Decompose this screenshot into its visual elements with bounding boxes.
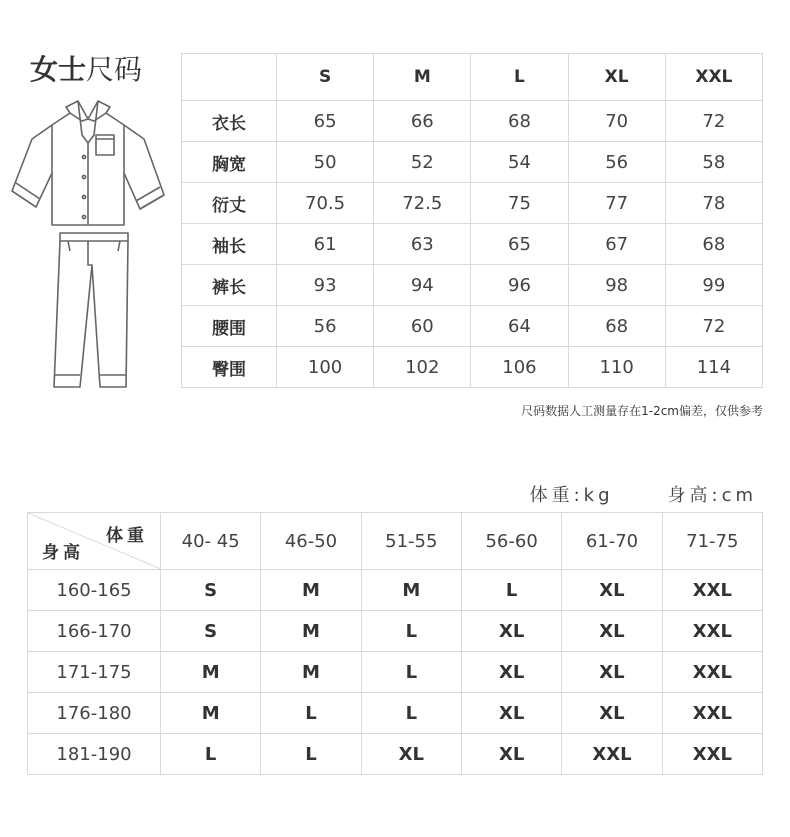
table-cell: 72	[665, 306, 762, 347]
size-cell: XL	[461, 611, 561, 652]
table-cell: 110	[568, 347, 665, 388]
table-row	[28, 570, 763, 611]
table-cell: 65	[277, 101, 374, 142]
table-row	[28, 693, 763, 734]
table-cell: 68	[665, 224, 762, 265]
size-cell: XXL	[662, 611, 762, 652]
title-bold: 女士	[30, 53, 87, 86]
row-label: 胸宽	[182, 142, 277, 183]
table-cell: 93	[277, 265, 374, 306]
corner-weight-label: 体重	[106, 526, 148, 546]
table-row	[182, 142, 763, 183]
header-blank-cell	[182, 54, 277, 101]
size-header-cell: XXL	[665, 54, 762, 101]
size-header-cell: L	[471, 54, 568, 101]
height-range-cell: 160-165	[28, 570, 161, 611]
pajama-illustration	[8, 95, 173, 395]
table-cell: 56	[277, 306, 374, 347]
size-cell: XL	[562, 611, 662, 652]
table-row	[182, 347, 763, 388]
size-cell: XL	[461, 693, 561, 734]
table-cell: 61	[277, 224, 374, 265]
size-header-cell: M	[374, 54, 471, 101]
size-cell: XL	[562, 652, 662, 693]
size-header-cell: XL	[568, 54, 665, 101]
size-cell: XL	[461, 734, 561, 775]
table-cell: 66	[374, 101, 471, 142]
height-range-cell: 176-180	[28, 693, 161, 734]
table-cell: 77	[568, 183, 665, 224]
height-range-cell: 171-175	[28, 652, 161, 693]
table-cell: 68	[568, 306, 665, 347]
pajama-shirt-icon	[12, 101, 164, 225]
pajama-pants-icon	[54, 233, 128, 387]
size-cell: L	[261, 734, 361, 775]
size-cell: XL	[562, 693, 662, 734]
size-cell: M	[161, 652, 261, 693]
table-cell: 72	[665, 101, 762, 142]
size-cell: M	[361, 570, 461, 611]
table-row	[28, 611, 763, 652]
row-label: 腰围	[182, 306, 277, 347]
units-legend	[530, 481, 757, 507]
table-row	[182, 306, 763, 347]
table-cell: 70	[568, 101, 665, 142]
table-cell: 78	[665, 183, 762, 224]
weight-range-cell: 61-70	[562, 513, 662, 570]
table-row	[28, 734, 763, 775]
table-cell: 106	[471, 347, 568, 388]
table-cell: 58	[665, 142, 762, 183]
size-cell: M	[261, 611, 361, 652]
size-cell: M	[261, 652, 361, 693]
table-cell: 70.5	[277, 183, 374, 224]
table-row	[182, 265, 763, 306]
size-header-row	[182, 54, 763, 101]
size-recommendation-table	[27, 512, 763, 775]
row-label: 裤长	[182, 265, 277, 306]
weight-range-cell: 51-55	[361, 513, 461, 570]
weight-header-row	[28, 513, 763, 570]
table-cell: 60	[374, 306, 471, 347]
size-cell: S	[161, 611, 261, 652]
table-row	[182, 224, 763, 265]
size-cell: L	[361, 693, 461, 734]
table-row	[28, 652, 763, 693]
table-cell: 67	[568, 224, 665, 265]
measurement-note: 尺码数据人工测量存在1-2cm偏差，仅供参考	[521, 404, 763, 418]
height-range-cell: 166-170	[28, 611, 161, 652]
size-cell: M	[161, 693, 261, 734]
size-cell: XXL	[662, 734, 762, 775]
title-light: 尺码	[86, 53, 143, 86]
weight-range-cell: 71-75	[662, 513, 762, 570]
table-cell: 64	[471, 306, 568, 347]
table-cell: 102	[374, 347, 471, 388]
weight-unit-label: 体重:kg	[529, 485, 614, 506]
height-range-cell: 181-190	[28, 734, 161, 775]
table-cell: 72.5	[374, 183, 471, 224]
table-cell: 65	[471, 224, 568, 265]
table-row	[182, 183, 763, 224]
size-cell: L	[161, 734, 261, 775]
size-cell: XXL	[662, 693, 762, 734]
size-cell: XXL	[662, 652, 762, 693]
row-label: 臀围	[182, 347, 277, 388]
size-cell: L	[461, 570, 561, 611]
size-measurement-table	[181, 53, 763, 388]
table-cell: 68	[471, 101, 568, 142]
table-cell: 99	[665, 265, 762, 306]
table-cell: 52	[374, 142, 471, 183]
size-cell: L	[361, 611, 461, 652]
size-cell: S	[161, 570, 261, 611]
table-cell: 114	[665, 347, 762, 388]
table-cell: 63	[374, 224, 471, 265]
table-cell: 75	[471, 183, 568, 224]
size-cell: L	[261, 693, 361, 734]
corner-cell	[28, 513, 161, 570]
row-label: 袖长	[182, 224, 277, 265]
height-unit-label: 身高:cm	[667, 485, 757, 506]
size-cell: XXL	[662, 570, 762, 611]
table-cell: 94	[374, 265, 471, 306]
weight-range-cell: 46-50	[261, 513, 361, 570]
size-cell: L	[361, 652, 461, 693]
table-cell: 56	[568, 142, 665, 183]
size-cell: XL	[461, 652, 561, 693]
table-cell: 100	[277, 347, 374, 388]
size-cell: XL	[562, 570, 662, 611]
corner-height-label: 身高	[42, 543, 84, 563]
size-cell: M	[261, 570, 361, 611]
size-header-cell: S	[277, 54, 374, 101]
row-label: 衣长	[182, 101, 277, 142]
row-label: 衍丈	[182, 183, 277, 224]
weight-range-cell: 40- 45	[161, 513, 261, 570]
weight-range-cell: 56-60	[461, 513, 561, 570]
size-cell: XL	[361, 734, 461, 775]
table-cell: 98	[568, 265, 665, 306]
table-row	[182, 101, 763, 142]
table-cell: 50	[277, 142, 374, 183]
table-cell: 54	[471, 142, 568, 183]
table-cell: 96	[471, 265, 568, 306]
size-cell: XXL	[562, 734, 662, 775]
page-title	[30, 48, 142, 88]
